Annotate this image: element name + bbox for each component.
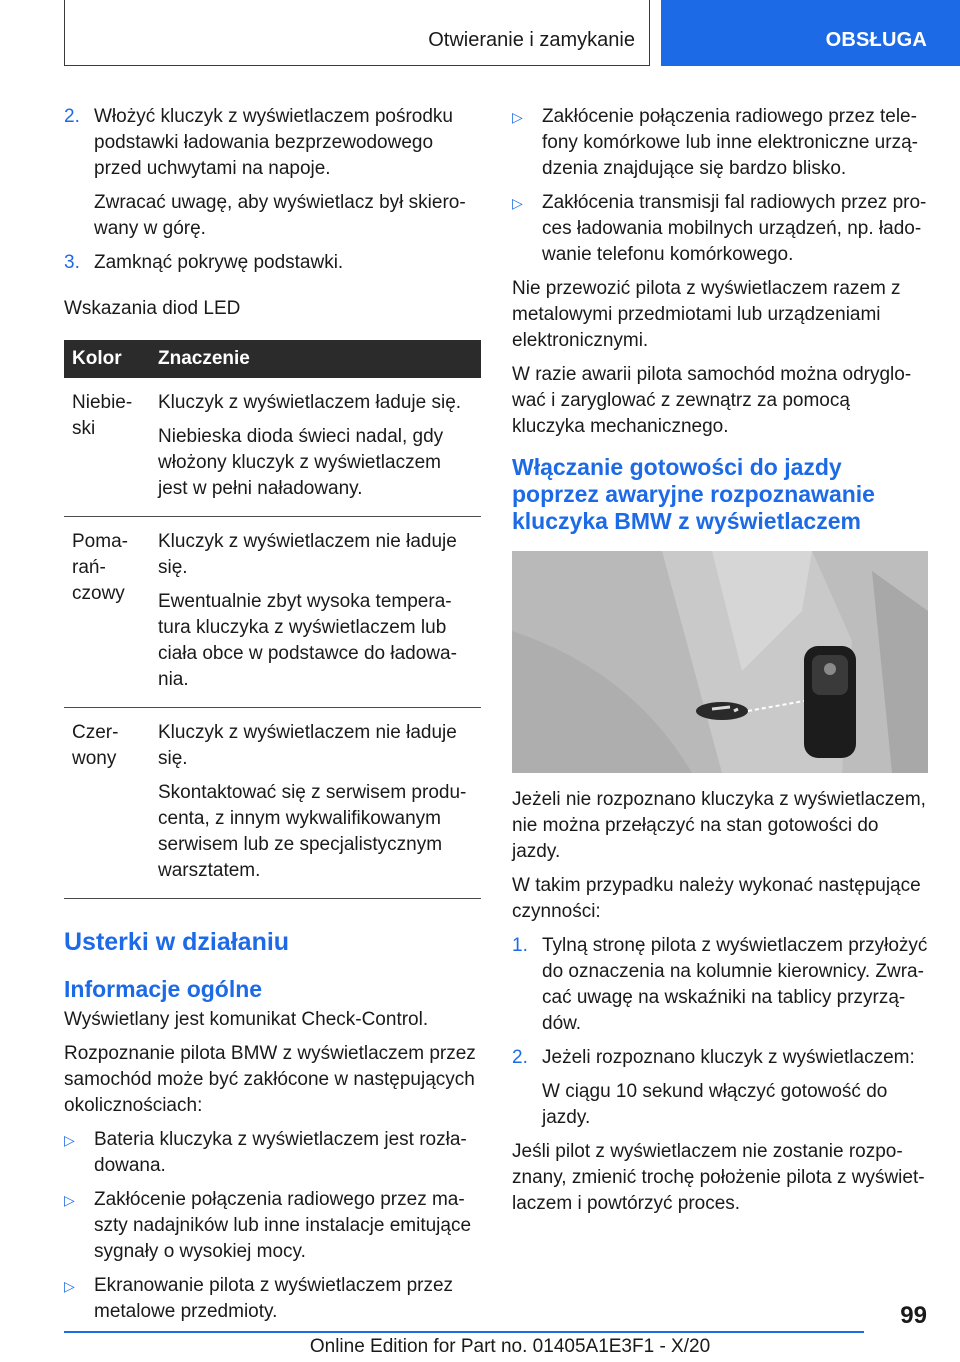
step-note: Zwracać uwagę, aby wyświetlacz był skiero- wany w górę. [94, 192, 466, 239]
cell-kolor: Czer- wony [64, 708, 150, 899]
step-item [512, 1045, 928, 1071]
bullet-item [64, 1187, 481, 1265]
paragraph: Rozpoznanie pilota BMW z wyświetlaczem przez samochód może być zakłócone w następujących okolicznościach: [64, 1043, 476, 1116]
cell-kolor: Poma- rań- czowy [64, 517, 150, 708]
table-row [64, 378, 481, 517]
paragraph: Jeżeli nie rozpoznano kluczyka z wyświetlaczem, nie można przełączyć na stan gotowości do jazdy. [512, 789, 926, 862]
faults-heading: Usterki w działaniu [64, 928, 290, 956]
paragraph: Nie przewozić pilota z wyświetlaczem razem z metalowymi przedmiotami lub urządzeniami elektronicznymi. [512, 278, 901, 351]
step-number: 2. [512, 1047, 528, 1068]
bullet-text: Zakłócenia transmisji fal radiowych przez pro- ces ładowania mobilnych urządzeń, np. łado- wanie telefonu komórkowego. [542, 192, 927, 265]
cell-line: Niebieska dioda świeci nadal, gdy włożony kluczyk z wyświetlaczem jest w pełni naładowany. [158, 426, 444, 499]
paragraph: W razie awarii pilota samochód można odryglo- wać i zaryglować z zewnątrz za pomocą kluczyka mechanicznego. [512, 364, 912, 437]
led-table [64, 340, 481, 899]
left-column [64, 104, 481, 1333]
bullet-text: Ekranowanie pilota z wyświetlaczem przez metalowe przedmioty. [94, 1275, 454, 1322]
cell-line: Kluczyk z wyświetlaczem nie ładuje się. [158, 722, 457, 769]
cell-line: Kluczyk z wyświetlaczem nie ładuje się. [158, 531, 457, 578]
general-heading: Informacje ogólne [64, 976, 263, 1002]
cell-line: Ewentualnie zbyt wysoka tempera- tura kluczyka z wyświetlaczem lub ciała obce w podstawce do ładowa- nia. [158, 591, 457, 690]
paragraph: W takim przypadku należy wykonać następujące czynności: [512, 875, 921, 922]
header-section-tab [661, 0, 960, 66]
triangle-right-icon: ▷ [64, 1278, 75, 1294]
page-number: 99 [900, 1302, 927, 1329]
header-section-label: OBSŁUGA [825, 29, 927, 51]
triangle-right-icon: ▷ [512, 195, 523, 211]
step-text: Jeżeli rozpoznano kluczyk z wyświetlaczem: [542, 1047, 915, 1068]
paragraph: Wyświetlany jest komunikat Check-Control. [64, 1009, 429, 1030]
header-title-box [64, 0, 650, 66]
step-text: Tylną stronę pilota z wyświetlaczem przyłożyć do oznaczenia na kolumnie kierownicy. Zwra- cać uwagę na wskaźniki na tablicy przyrzą- dów. [542, 935, 928, 1034]
bullet-item [512, 190, 928, 268]
step-item [64, 104, 481, 182]
cell-znaczenie [150, 517, 481, 708]
header-znaczenie: Znaczenie [150, 340, 481, 378]
triangle-right-icon: ▷ [64, 1132, 75, 1148]
step-number: 3. [64, 252, 80, 273]
bullet-item [512, 104, 928, 182]
table-row [64, 517, 481, 708]
step-item [512, 933, 928, 1037]
cell-line: Skontaktować się z serwisem produ- centa, z innym wykwalifikowanym serwisem lub ze specjalistycznym warsztatem. [158, 782, 467, 881]
footer-divider [64, 1331, 864, 1333]
triangle-right-icon: ▷ [512, 109, 523, 125]
bullet-text: Zakłócenie połączenia radiowego przez ma- szty nadajników lub inne instalacje emitujące sygnały o wysokiej mocy. [94, 1189, 472, 1262]
led-heading: Wskazania diod LED [64, 298, 241, 319]
header-title: Otwieranie i zamykanie [428, 29, 635, 51]
header-kolor: Kolor [64, 340, 150, 378]
emergency-heading: Włączanie gotowości do jazdy poprzez awaryjne rozpoznawanie kluczyka BMW z wyświetlaczem [512, 454, 875, 534]
step-number: 2. [64, 106, 80, 127]
table-row [64, 708, 481, 899]
cell-znaczenie [150, 378, 481, 517]
right-column [512, 104, 928, 1225]
cell-znaczenie [150, 708, 481, 899]
footer-edition: Online Edition for Part no. 01405A1E3F1 - X/20 [309, 1336, 711, 1357]
step-number: 1. [512, 935, 528, 956]
step-text: Zamknąć pokrywę podstawki. [94, 252, 344, 273]
cell-kolor: Niebie- ski [64, 378, 150, 517]
step-text: Włożyć kluczyk z wyświetlaczem pośrodku podstawki ładowania bezprzewodowego przed uchwytami na napoje. [94, 106, 453, 179]
bullet-item [64, 1127, 481, 1179]
cell-line: Kluczyk z wyświetlaczem ładuje się. [158, 392, 462, 413]
paragraph: Jeśli pilot z wyświetlaczem nie zostanie rozpo- znany, zmienić trochę położenie pilota z wyświet- laczem i powtórzyć proces. [512, 1141, 925, 1214]
key-fob-steering-column-image [512, 551, 928, 773]
step-item [64, 250, 481, 276]
bullet-item [64, 1273, 481, 1325]
bullet-text: Zakłócenie połączenia radiowego przez tele- fony komórkowe lub inne elektroniczne urzą- dzenia znajdujące się bardzo blisko. [542, 106, 918, 179]
triangle-right-icon: ▷ [64, 1192, 75, 1208]
table-header-row [64, 340, 481, 378]
bullet-text: Bateria kluczyka z wyświetlaczem jest rozła- dowana. [94, 1129, 467, 1176]
step-note: W ciągu 10 sekund włączyć gotowość do jazdy. [542, 1081, 888, 1128]
